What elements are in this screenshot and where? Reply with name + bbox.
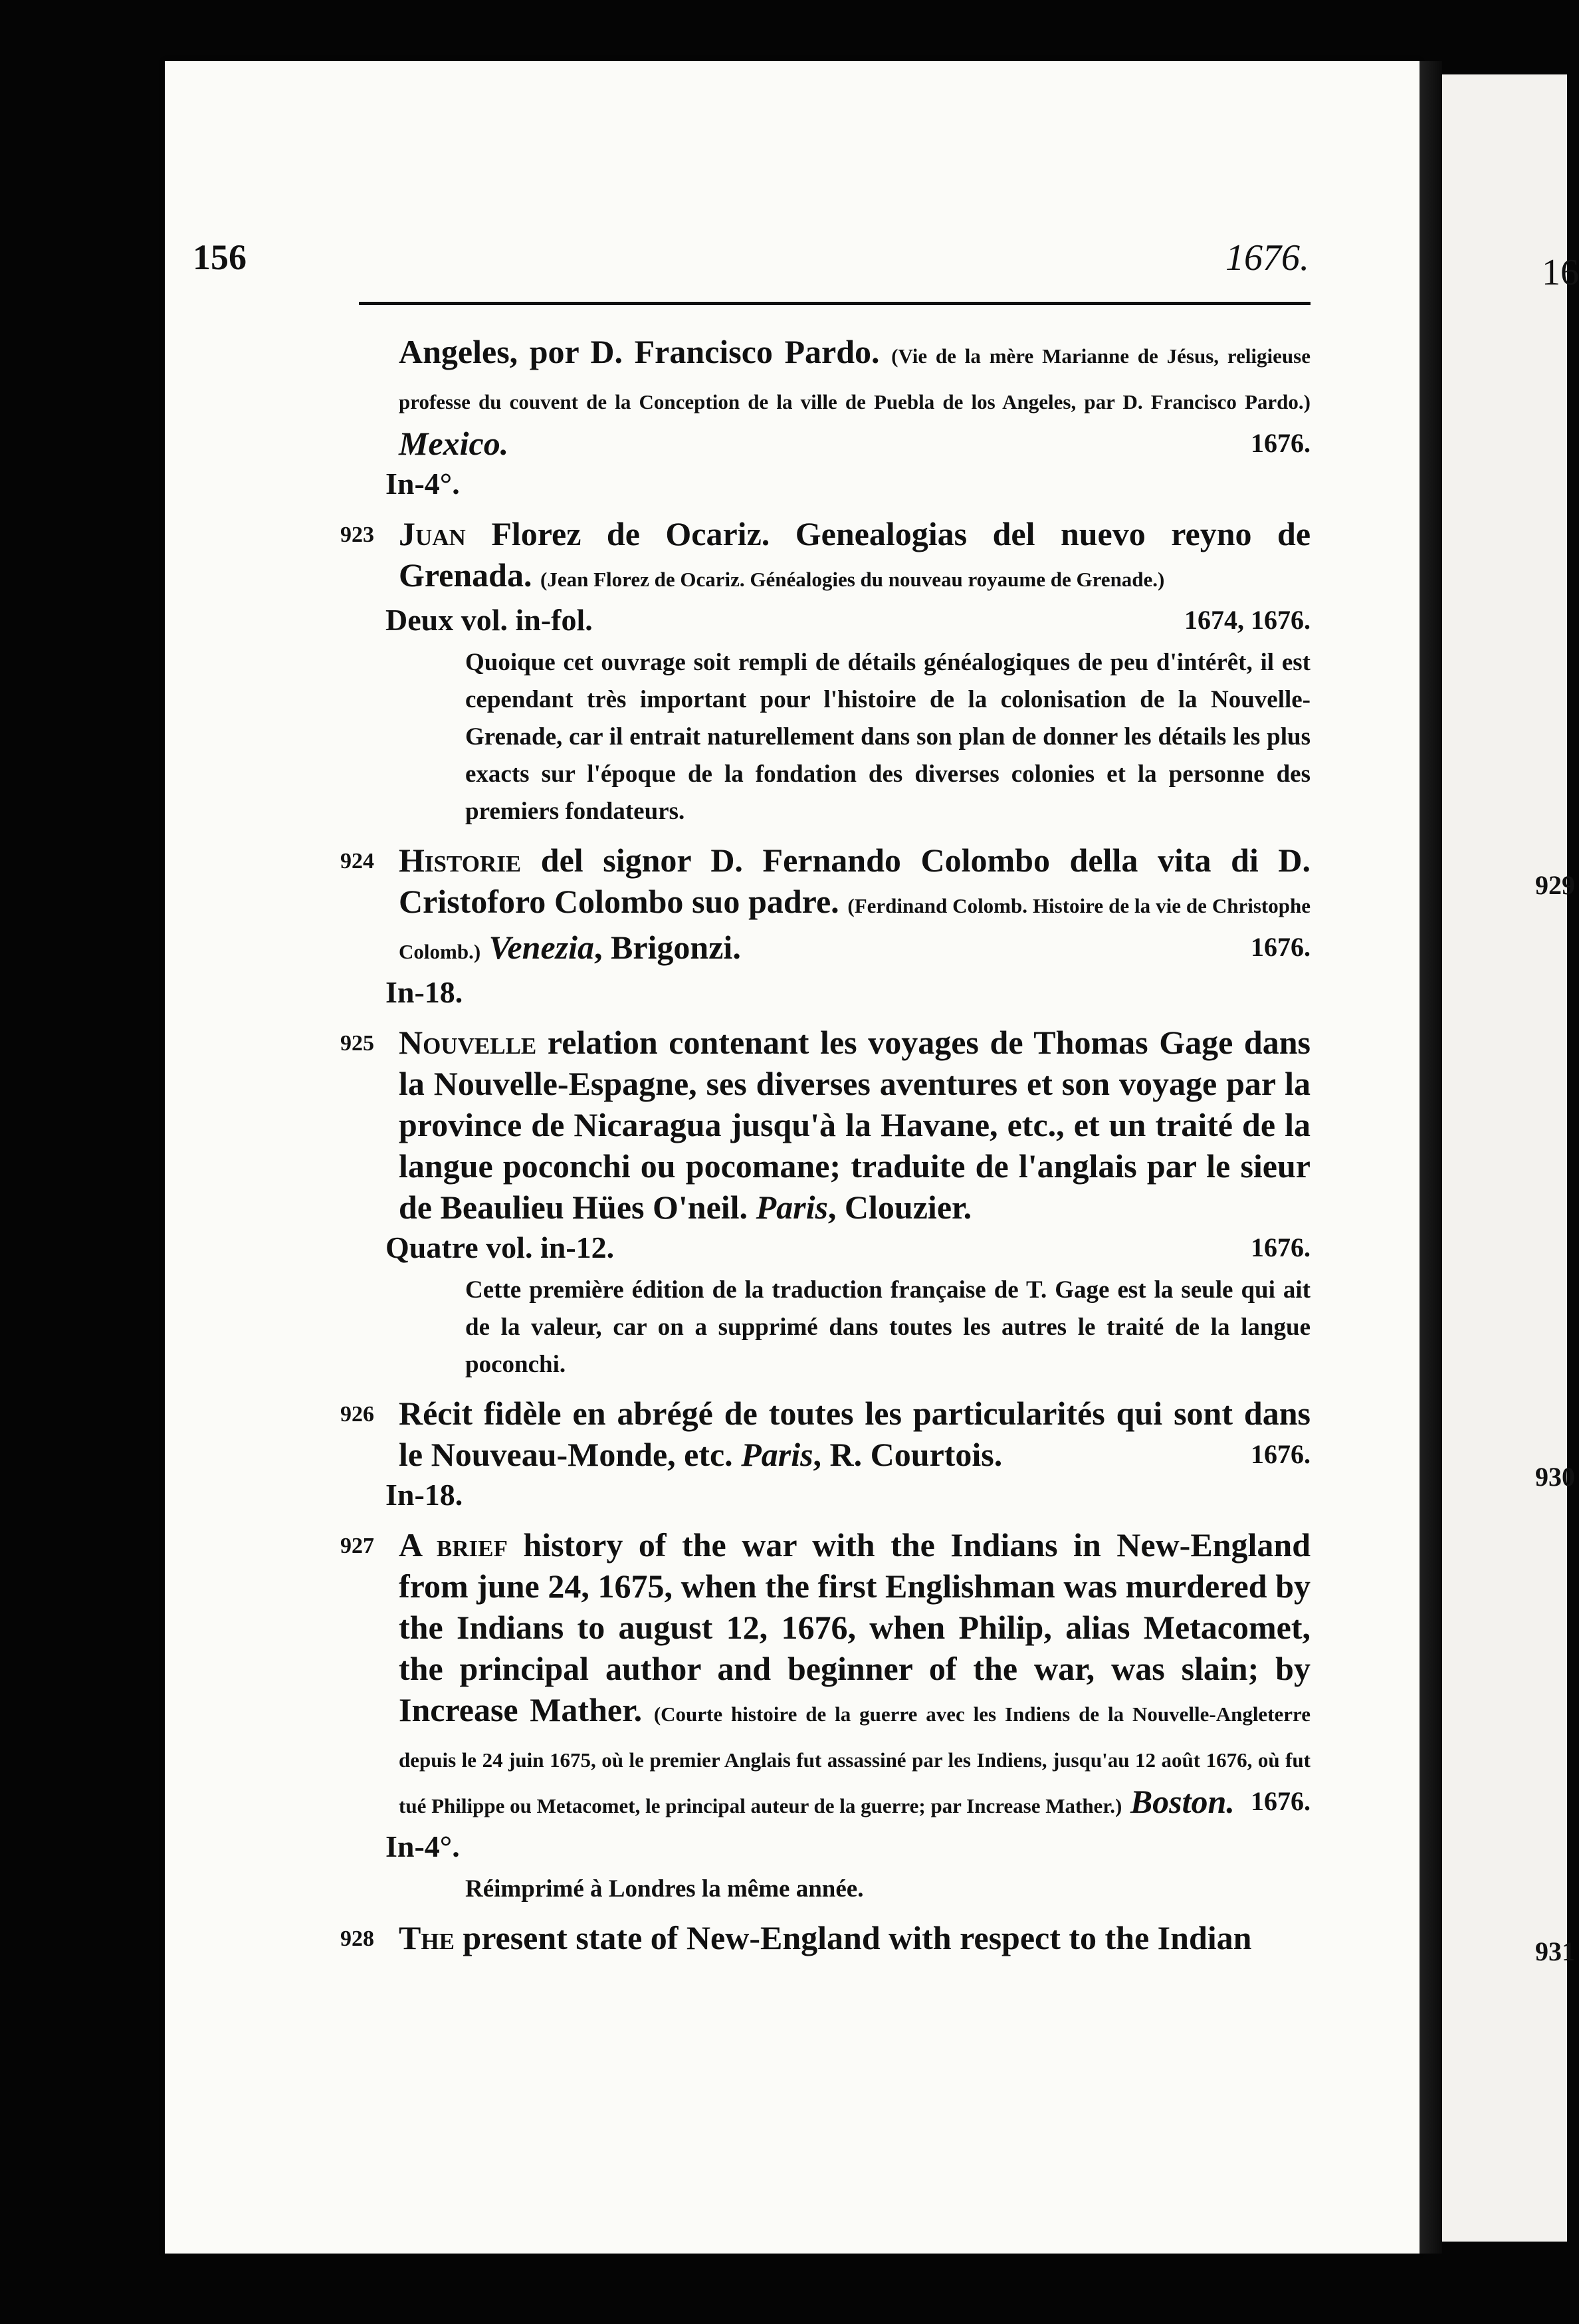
entry-year: 1676. <box>1251 932 1311 962</box>
running-head-year: 1676. <box>1225 237 1309 279</box>
bibliography-entry <box>340 1917 1311 1958</box>
bibliography-entry <box>340 840 1311 973</box>
entry-translation: (Jean Florez de Ocariz. Généalogies du nouveau royaume de Grenade.) <box>540 568 1165 591</box>
entry-year: 1676. <box>1251 1232 1311 1262</box>
entry-place: Venezia <box>488 929 594 966</box>
entry-number: 925 <box>340 1031 374 1056</box>
entry-translation: (Vie de la mère Marianne de Jésus, religieuse professe du couvent de la Conception de la ville de Puebla de los Angeles, par D. Francisco Pardo.) <box>399 344 1311 413</box>
entry-title: del signor D. Fernando Colombo della vita di D. Cristoforo Colombo suo padre. <box>399 842 1311 920</box>
bibliography-entry <box>340 1524 1311 1827</box>
bibliography-entry <box>340 513 1311 600</box>
page-number: 156 <box>193 237 247 277</box>
entry-head: Historie <box>399 842 522 879</box>
entry-head: A brief <box>399 1526 508 1564</box>
entry-place: Paris <box>756 1189 828 1226</box>
bibliography-entry <box>340 1022 1311 1228</box>
entry-place: Boston. <box>1130 1783 1235 1820</box>
entry-note: Cette première édition de la traduction française de T. Gage est la seule qui ait de la valeur, car on a supprimé dans toutes les autres le traité de la langue poconchi. <box>465 1276 1311 1378</box>
entry-format: In-18. <box>385 1478 463 1512</box>
entry-format: Deux vol. in-fol. <box>385 603 593 637</box>
entry-head: The <box>399 1919 455 1956</box>
bibliography-entry <box>340 1393 1311 1475</box>
entry-place: Mexico. <box>399 425 509 462</box>
entry-publisher: , Clouzier. <box>827 1189 972 1226</box>
entry-publisher: , Brigonzi. <box>594 929 741 966</box>
facing-page-edge <box>1442 74 1579 2242</box>
entry-title: present state of New-England with respect to the Indian <box>463 1919 1252 1956</box>
entry-year: 1676. <box>1251 1786 1311 1816</box>
bibliography-entry <box>399 331 1311 464</box>
entry-head: Juan <box>399 515 466 552</box>
facing-entry-number: 929 <box>1535 870 1575 900</box>
entry-place: Paris <box>741 1436 813 1473</box>
entry-head: Nouvelle <box>399 1024 537 1061</box>
entry-format: In-18. <box>385 975 463 1009</box>
page-body <box>340 331 1311 1958</box>
header-rule <box>359 302 1311 305</box>
entry-format: In-4°. <box>385 467 460 501</box>
facing-page-number: 16 <box>1542 252 1579 293</box>
entry-format: Quatre vol. in-12. <box>385 1230 615 1264</box>
entry-year: 1676. <box>1251 1439 1311 1469</box>
entry-number: 927 <box>340 1534 374 1558</box>
entry-number: 923 <box>340 523 374 547</box>
facing-entry-number: 930 <box>1535 1462 1575 1492</box>
entry-title: history of the war with the Indians in New-England from june 24, 1675, when the first Englishman was murdered by the Indians to august 12, 1676, when Philip, alias Metacomet, the principal author and beginner of the war, was slain; by Increase Mather. <box>399 1526 1311 1728</box>
entry-format: In-4°. <box>385 1829 460 1863</box>
entry-number: 926 <box>340 1402 374 1427</box>
entry-note: Réimprimé à Londres la même année. <box>465 1875 864 1903</box>
entry-year: 1674, 1676. <box>1184 605 1311 635</box>
entry-publisher: , R. Courtois. <box>813 1436 1003 1473</box>
entry-translation: (Courte histoire de la guerre avec les Indiens de la Nouvelle-Angleterre depuis le 24 juin 1675, où le premier Anglais fut assassiné par les Indiens, jusqu'au 12 août 1676, où fut tué Philippe ou Metacomet, le principal auteur de la guerre; par Increase Mather.) <box>399 1702 1311 1817</box>
entry-format-line <box>385 1228 1311 1268</box>
entry-number: 928 <box>340 1926 374 1951</box>
entry-translation: (Ferdinand Colomb. Histoire de la vie de Christophe Colomb.) <box>399 894 1311 963</box>
entry-year: 1676. <box>1251 428 1311 458</box>
entry-note: Quoique cet ouvrage soit rempli de détails généalogiques de peu d'intérêt, il est cependant très important pour l'histoire de la colonisation de la Nouvelle-Grenade, car il entrait naturellement dans son plan de donner les détails les plus exacts sur l'époque de la fondation des diverses colonies et la personne des premiers fondateurs. <box>465 649 1311 825</box>
entry-number: 924 <box>340 849 374 873</box>
entry-format-line <box>385 600 1311 640</box>
facing-entry-number: 931 <box>1535 1936 1575 1966</box>
entry-title: Angeles, por D. Francisco Pardo. <box>399 333 880 370</box>
entry-title: relation contenant les voyages de Thomas Gage dans la Nouvelle-Espagne, ses diverses aventures et son voyage par la province de Nicaragua jusqu'à la Havane, etc., et un traité de la langue poconchi ou pocomane; traduite de l'anglais par le sieur de Beaulieu Hües O'neil. <box>399 1024 1311 1226</box>
book-gutter <box>1420 61 1442 2254</box>
entry-title: Florez de Ocariz. Genealogias del nuevo reyno de Grenada. <box>399 515 1311 594</box>
entry-title: Récit fidèle en abrégé de toutes les particularités qui sont dans le Nouveau-Monde, etc. <box>399 1395 1311 1473</box>
